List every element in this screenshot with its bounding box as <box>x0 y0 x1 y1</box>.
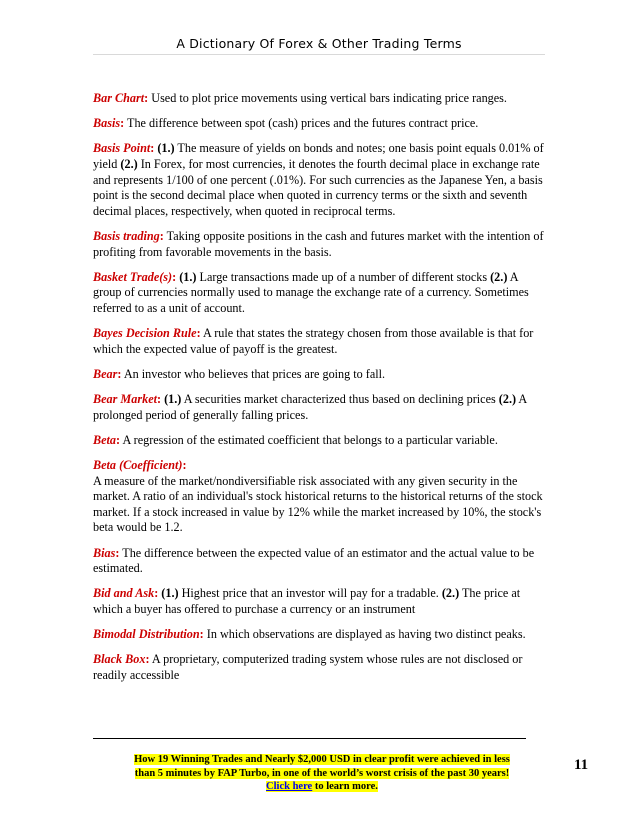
dictionary-entry <box>93 270 549 317</box>
entry-term: Basket Trade(s) <box>93 269 173 284</box>
entry-term-colon: : <box>120 116 125 131</box>
entry-term: Bar Chart <box>93 91 145 105</box>
entry-definition: A group of currencies normally used to manage the exchange rate of a currency. Sometimes referred to as a unit of account. <box>93 269 529 315</box>
entry-sense-number: (1.) <box>161 586 179 601</box>
promo-line-2: than 5 minutes by FAP Turbo, in one of the world’s worst crisis of the past 30 years! <box>134 767 510 779</box>
entry-term: Beta <box>93 432 117 447</box>
entry-term: Bear <box>93 366 118 381</box>
header-divider <box>93 54 545 55</box>
dictionary-entry <box>93 229 549 260</box>
entry-definition: A prolonged period of generally falling prices. <box>93 392 527 422</box>
dictionary-entry <box>93 652 549 683</box>
dictionary-entries <box>93 91 549 693</box>
entry-term-colon: : <box>144 91 149 105</box>
entry-term-colon: : <box>199 627 204 642</box>
entry-definition: Large transactions made up of a number of different stocks <box>196 269 491 284</box>
promo-line-1: How 19 Winning Trades and Nearly $2,000 USD in clear profit were achieved in less <box>134 754 510 765</box>
promo-click-here-link[interactable]: Click here <box>266 781 313 792</box>
promo-line-3 <box>266 781 378 792</box>
entry-definition: The difference between spot (cash) prices and the futures contract price. <box>127 116 479 131</box>
dictionary-entry <box>93 546 549 577</box>
dictionary-entry <box>93 116 549 132</box>
entry-definition: In which observations are displayed as having two distinct peaks. <box>206 627 526 642</box>
entry-term-colon: : <box>172 269 177 284</box>
entry-definition: The measure of yields on bonds and notes; one basis point equals 0.01% of yield <box>93 141 544 171</box>
entry-definition: The price at which a buyer has offered to purchase a currency or an instrument <box>93 586 521 616</box>
entry-term-colon: : <box>182 458 187 473</box>
page-header-title: A Dictionary Of Forex & Other Trading Terms <box>176 36 462 51</box>
footer-divider <box>93 738 526 739</box>
entry-definition: In Forex, for most currencies, it denotes the fourth decimal place in exchange rate and represents 1/100 of one percent (.01%). For such currencies as the Japanese Yen, a basis point is the second decimal place when quoted in currency terms or the sixth and seventh decimal places, respectively, when quoted in reciprocal terms. <box>93 156 543 218</box>
dictionary-entry <box>93 367 549 383</box>
entry-term: Bear Market <box>93 392 157 407</box>
entry-term-colon: : <box>115 545 120 560</box>
promo-tail-text: to learn more. <box>312 781 378 792</box>
entry-term: Bias <box>93 545 116 560</box>
entry-sense-number: (2.) <box>498 392 517 407</box>
entry-definition: Highest price that an investor will pay for a tradable. <box>178 586 442 601</box>
entry-definition: A measure of the market/nondiversifiable risk associated with any given security in the market. A ratio of an individual's stock historical returns to the historical returns of the stock market. If a stock increased in value by 12% while the market increased by 10%, the stock's beta would be 1.2. <box>93 473 543 535</box>
entry-sense-number: (2.) <box>490 269 508 284</box>
dictionary-entry <box>93 141 549 219</box>
page-number: 11 <box>574 757 589 773</box>
entry-definition: A proprietary, computerized trading system whose rules are not disclosed or readily accessible <box>93 652 523 682</box>
entry-term: Bayes Decision Rule <box>93 326 197 341</box>
entry-term: Basis <box>93 116 121 131</box>
entry-sense-number: (2.) <box>120 156 138 171</box>
dictionary-entry <box>93 627 549 643</box>
entry-definition: The difference between the expected value of an estimator and the actual value to be estimated. <box>93 545 535 576</box>
entry-definition: A securities market characterized thus based on declining prices <box>181 392 499 407</box>
entry-sense-number: (2.) <box>441 586 460 601</box>
entry-sense-number: (1.) <box>164 392 182 407</box>
entry-term-colon: : <box>145 652 150 667</box>
entry-sense-number: (1.) <box>179 269 197 284</box>
entry-term: Beta (Coefficient) <box>93 458 183 473</box>
dictionary-entry <box>93 433 549 449</box>
entry-definition: An investor who believes that prices are going to fall. <box>123 366 386 381</box>
entry-definition: A rule that states the strategy chosen from those available is that for which the expected value of payoff is the greatest. <box>93 326 534 356</box>
entry-term: Bimodal Distribution <box>93 627 200 642</box>
entry-term: Basis Point <box>93 141 151 156</box>
dictionary-entry <box>93 91 549 107</box>
entry-term: Basis trading <box>93 228 160 243</box>
dictionary-entry <box>93 458 549 536</box>
entry-term: Black Box <box>93 652 146 667</box>
entry-sense-number: (1.) <box>157 141 175 156</box>
dictionary-entry <box>93 392 549 423</box>
entry-term-colon: : <box>117 366 122 381</box>
entry-definition: Used to plot price movements using vertical bars indicating price ranges. <box>151 91 507 105</box>
entry-definition: A regression of the estimated coefficient that belongs to a particular variable. <box>122 432 498 447</box>
dictionary-entry <box>93 326 549 357</box>
dictionary-entry <box>93 586 549 617</box>
entry-term: Bid and Ask <box>93 586 155 601</box>
entry-term-colon: : <box>116 432 121 447</box>
promo-banner <box>134 753 510 794</box>
entry-term-colon: : <box>154 586 159 601</box>
entry-term-colon: : <box>159 228 164 243</box>
entry-term-colon: : <box>150 141 155 156</box>
entry-term-colon: : <box>156 392 162 407</box>
entry-term-colon: : <box>196 326 201 341</box>
entry-definition: Taking opposite positions in the cash and futures market with the intention of profiting from favorable movements in the basis. <box>93 228 544 259</box>
